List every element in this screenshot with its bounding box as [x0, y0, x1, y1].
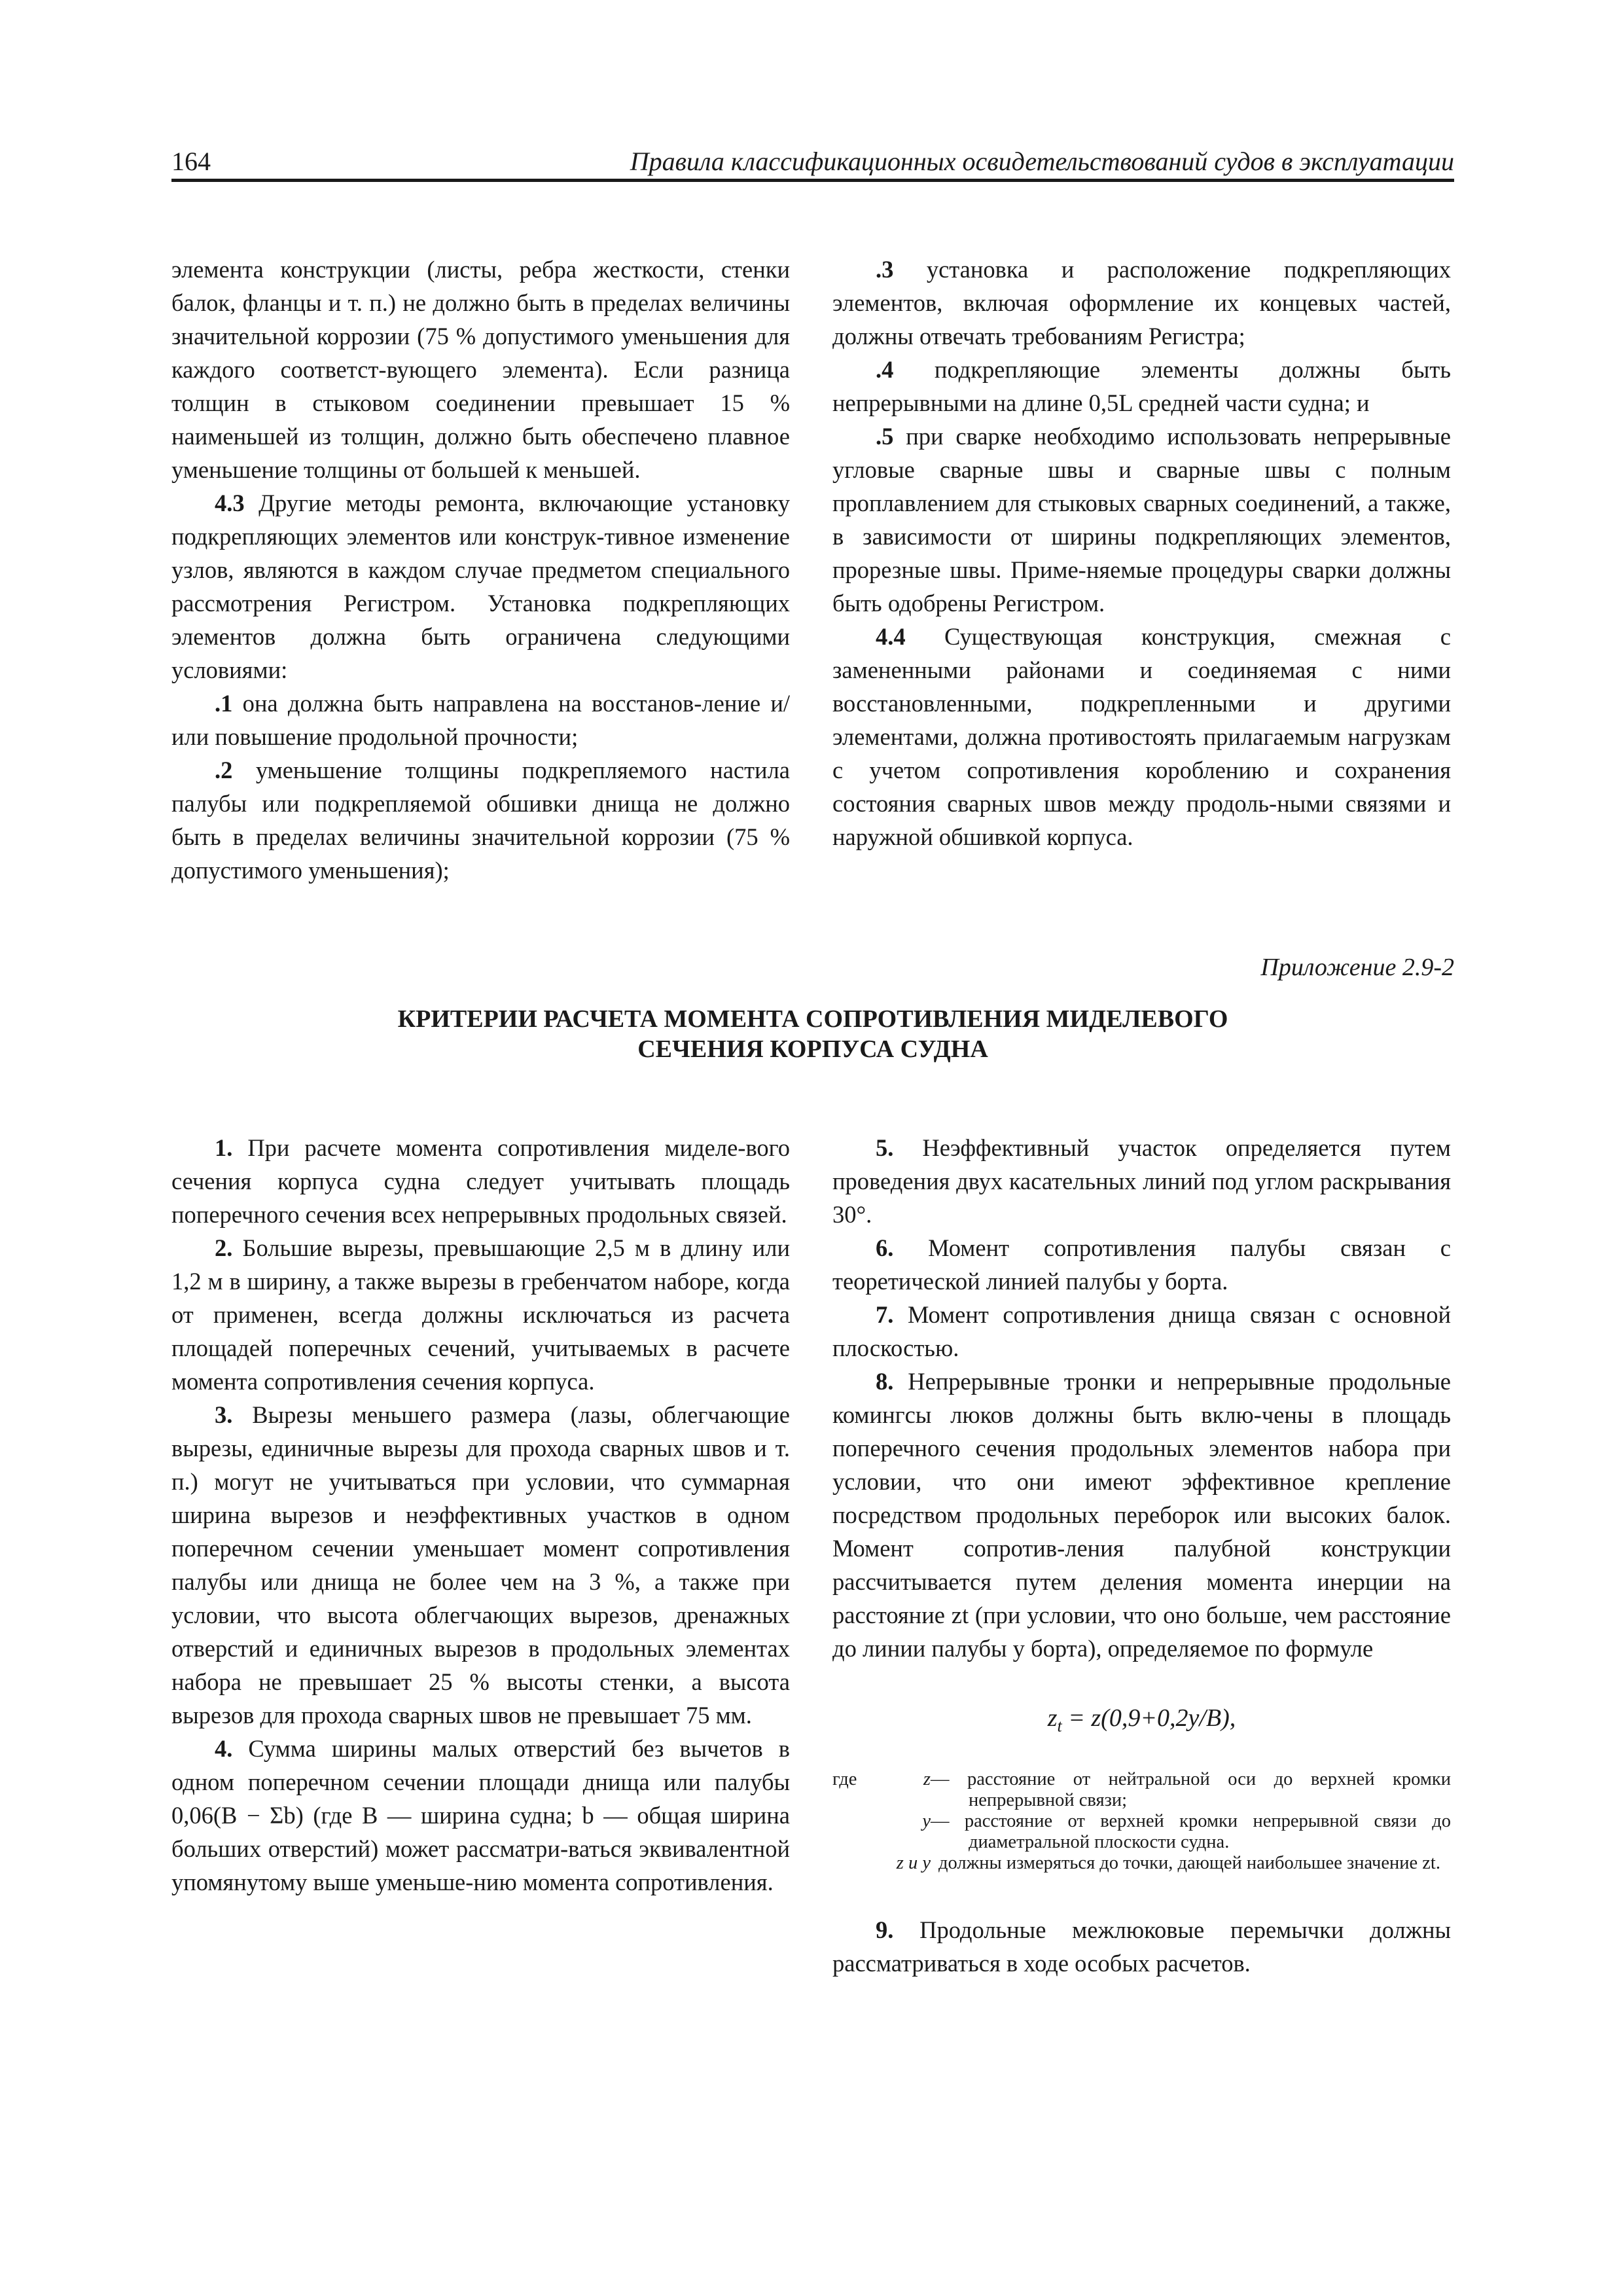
section-title: КРИТЕРИИ РАСЧЕТА МОМЕНТА СОПРОТИВЛЕНИЯ МИДЕЛЕВОГО СЕЧЕНИЯ КОРПУСА СУДНА	[397, 1005, 1228, 1063]
paragraph: 3. Вырезы меньшего размера (лазы, облегчающие вырезы, единичные вырезы для прохода сварных швов и т. п.) могут не учитываться при условии, что суммарная ширина вырезов и неэффективных участков в одном поперечном сечении уменьшает момент сопротивления палубы или днища не более чем на 3 %, а также при условии, что высота облегчающих вырезов, дренажных отверстий и единичных вырезов в продольных элементах набора не превышает 25 % высоты стенки, а высота вырезов для прохода сварных швов не превышает 75 мм.	[171, 1401, 790, 1729]
formula: $z_t = z(0,9+0,2y/B)$,	[1047, 1704, 1236, 1736]
upper-right-column	[832, 253, 1451, 853]
paragraph: .3 установка и расположение подкрепляющих элементов, включая оформление их концевых частей, должны отвечать требованиям Регистра;	[832, 256, 1451, 350]
paragraph: .5 при сварке необходимо использовать непрерывные угловые сварные швы и сварные швы с полным проплавлением для стыковых сварных соединений, а также, в зависимости от ширины подкрепляющих элементов, прорезные швы. Приме-няемые процедуры сварки должны быть одобрены Регистром.	[832, 423, 1451, 617]
formula-legend	[832, 1769, 1451, 1874]
paragraph: 7. Момент сопротивления днища связан с основной плоскостью.	[832, 1301, 1451, 1361]
lower-left-column	[171, 1131, 790, 1899]
appendix-label: Приложение 2.9-2	[1260, 954, 1454, 981]
upper-left-column	[171, 253, 790, 887]
legend-row: z и y должны измеряться до точки, дающей наибольшее значение zt.	[896, 1852, 1440, 1873]
page-header	[171, 145, 1454, 178]
header-rule	[171, 179, 1454, 182]
paragraph: .2 уменьшение толщины подкрепляемого настила палубы или подкрепляемой обшивки днища не должно быть в пределах величины значительной коррозии (75 % допустимого уменьшения);	[171, 757, 790, 884]
paragraph: .1 она должна быть направлена на восстанов-ление и/или повышение продольной прочности;	[171, 690, 790, 750]
paragraph: 5. Неэффективный участок определяется путем проведения двух касательных линий под углом раскрывания 30°.	[832, 1134, 1451, 1228]
paragraph: 4. Сумма ширины малых отверстий без вычетов в одном поперечном сечении площади днища или палубы 0,06(B − Σb) (где B — ширина судна; b — общая ширина больших отверстий) может рассматри-ваться эквивалентной упомянутому выше уменьше-нию момента сопротивления.	[171, 1735, 790, 1895]
paragraph: 2. Большие вырезы, превышающие 2,5 м в длину или 1,2 м в ширину, а также вырезы в гребенчатом наборе, когда от применен, всегда должны исключаться из расчета площадей поперечных сечений, учитываемых в расчете момента сопротивления сечения корпуса.	[171, 1234, 790, 1395]
paragraph: 8. Непрерывные тронки и непрерывные продольные комингсы люков должны быть вклю-чены в площадь поперечного сечения продольных элементов набора при условии, что они имеют эффективное крепление посредством продольных переборок или высоких балок. Момент сопротив-ления палубной конструкции рассчитывается путем деления момента инерции на расстояние zt (при условии, что оно больше, чем расстояние до линии палубы у борта), определяемое по формуле	[832, 1368, 1451, 1662]
paragraph: 1. При расчете момента сопротивления миделе-вого сечения корпуса судна следует учитывать площадь поперечного сечения всех непрерывных продольных связей.	[171, 1134, 790, 1228]
paragraph: 4.4 Существующая конструкция, смежная с замененными районами и соединяемая с ними восстановленными, подкрепленными и другими элементами, должна противостоять прилагаемым нагрузкам с учетом сопротивления короблению и сохранения состояния сварных швов между продоль-ными связями и наружной обшивкой корпуса.	[832, 623, 1451, 850]
legend-row: где z — расстояние от нейтральной оси до верхней кромки непрерывной связи;	[832, 1768, 1451, 1810]
paragraph: элемента конструкции (листы, ребра жесткости, стенки балок, фланцы и т. п.) не должно быть в пределах величины значительной коррозии (75 % допустимого уменьшения для каждого соответст-вующего элемента). Если разница толщин в стыковом соединении превышает 15 % наименьшей из толщин, должно быть обеспечено плавное уменьшение толщины от большей к меньшей.	[171, 256, 790, 483]
paragraph: 4.3 Другие методы ремонта, включающие установку подкрепляющих элементов или конструк-тивное изменение узлов, являются в каждом случае предметом специального рассмотрения Регистром. Установка подкрепляющих элементов должна быть ограничена следующими условиями:	[171, 490, 790, 683]
paragraph: 6. Момент сопротивления палубы связан с теоретической линией палубы у борта.	[832, 1234, 1451, 1295]
page-number: 164	[171, 147, 211, 176]
legend-row: y — расстояние от верхней кромки непрерывной связи до диаметральной плоскости судна.	[922, 1810, 1451, 1852]
paragraph: .4 подкрепляющие элементы должны быть непрерывными на длине 0,5L средней части судна; и	[832, 356, 1451, 416]
lower-right-column	[832, 1131, 1451, 1980]
running-title: Правила классификационных освидетельствований судов в эксплуатации	[630, 147, 1454, 176]
paragraph: 9. Продольные межлюковые перемычки должны рассматриваться в ходе особых расчетов.	[832, 1916, 1451, 1977]
